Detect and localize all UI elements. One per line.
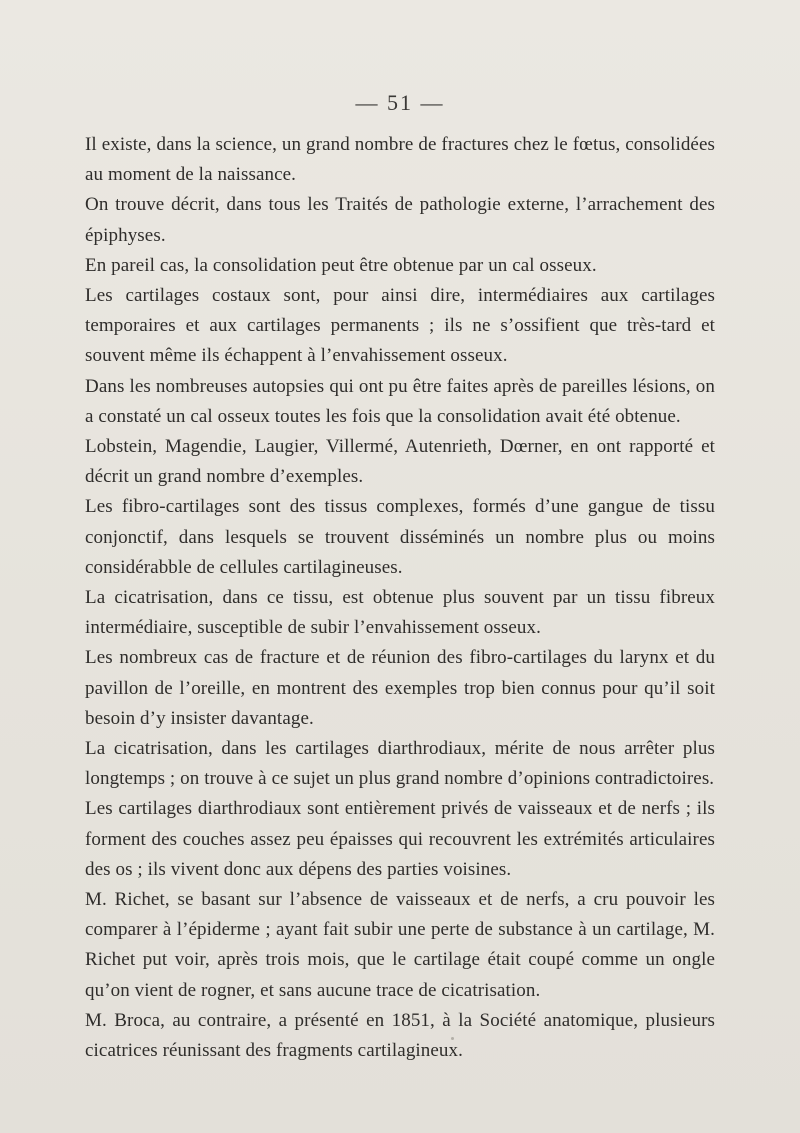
paragraph-11: Les cartilages diarthrodiaux sont entièrement privés de vaisseaux et de nerfs ; ils forment des couches assez peu épaisses qui recouvrent les extrémités articulaires des os ; ils vivent donc aux dépens des parties voisines. [85,798,715,880]
paragraph-10: La cicatrisation, dans les cartilages diarthrodiaux, mérite de nous arrêter plus longtemps ; on trouve à ce sujet un plus grand nombre d’opinions contradictoires. [85,738,715,790]
paragraph-2: On trouve décrit, dans tous les Traités de pathologie externe, l’arrachement des épiphyses. [85,194,715,246]
paragraph-3: En pareil cas, la consolidation peut être obtenue par un cal osseux. [85,254,597,276]
paragraph-4: Les cartilages costaux sont, pour ainsi dire, intermédiaires aux cartilages temporaires et aux cartilages permanents ; ils ne s’ossifient que très-tard et souvent même ils échappent à l’envahissement osseux. [85,285,715,367]
paper-speck [451,1037,454,1040]
paragraph-7: Les fibro-cartilages sont des tissus complexes, formés d’une gangue de tissu conjonctif, dans lesquels se trouvent disséminés un nombre plus ou moins considérabble de cellules cartilagineuses. [85,496,715,578]
paragraph-6: Lobstein, Magendie, Laugier, Villermé, Autenrieth, Dœrner, en ont rapporté et décrit un grand nombre d’exemples. [85,436,715,488]
paragraph-13: M. Broca, au contraire, a présenté en 1851, à la Société anatomique, plusieurs cicatrices réunissant des fragments cartilagineux. [85,1009,715,1062]
paragraph-12: M. Richet, se basant sur l’absence de vaisseaux et de nerfs, a cru pouvoir les comparer à l’épiderme ; ayant fait subir une perte de substance à un cartilage, M. Richet put voir, après trois mois, que le cartilage était coupé comme un ongle qu’on vient de rogner, et sans aucune trace de cicatrisation. [85,889,715,1001]
page-number-header: — 51 — [355,90,445,115]
paragraph-1: Il existe, dans la science, un grand nombre de fractures chez le fœtus, consolidées au moment de la naissance. [85,134,715,186]
paragraph-5: Dans les nombreuses autopsies qui ont pu être faites après de pareilles lésions, on a constaté un cal osseux toutes les fois que la consolidation avait été obtenue. [85,375,715,427]
paragraph-9: Les nombreux cas de fracture et de réunion des fibro-cartilages du larynx et du pavillon de l’oreille, en montrent des exemples trop bien connus pour qu’il soit besoin d’y insister davantage. [85,647,715,729]
paragraph-8: La cicatrisation, dans ce tissu, est obtenue plus souvent par un tissu fibreux intermédiaire, susceptible de subir l’envahissement osseux. [85,587,715,639]
body-text [85,130,715,1066]
